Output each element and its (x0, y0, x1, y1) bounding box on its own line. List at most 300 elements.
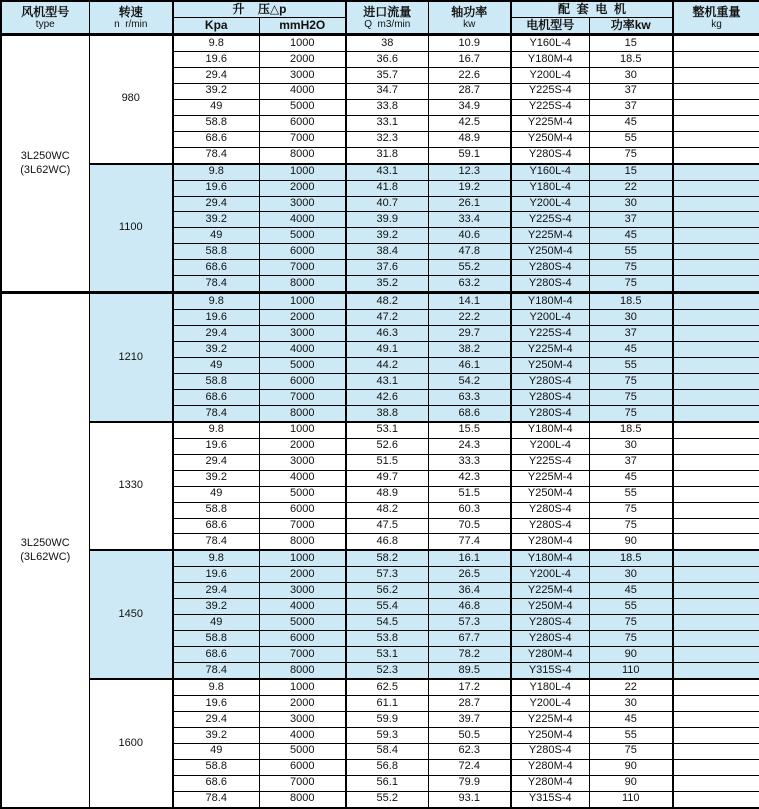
cell-motor-model: Y280S-4 (511, 518, 589, 534)
cell-mmh2o: 4000 (259, 212, 346, 228)
cell-kpa: 78.4 (173, 534, 259, 550)
cell-flow: 56.2 (346, 583, 428, 599)
cell-shaft-power: 51.5 (428, 486, 511, 502)
cell-weight (673, 115, 759, 131)
cell-mmh2o: 3000 (259, 711, 346, 727)
cell-weight (673, 99, 759, 115)
cell-flow: 56.8 (346, 759, 428, 775)
cell-flow: 39.2 (346, 228, 428, 244)
cell-kpa: 19.6 (173, 180, 259, 196)
cell-weight (673, 405, 759, 421)
cell-flow: 41.8 (346, 180, 428, 196)
cell-mmh2o: 3000 (259, 196, 346, 212)
cell-mmh2o: 3000 (259, 67, 346, 83)
cell-weight (673, 454, 759, 470)
cell-flow: 53.1 (346, 422, 428, 438)
cell-weight (673, 470, 759, 486)
cell-kpa: 78.4 (173, 147, 259, 163)
cell-weight (673, 131, 759, 147)
cell-mmh2o: 6000 (259, 502, 346, 518)
cell-weight (673, 196, 759, 212)
header-speed-en: n r/min (114, 19, 148, 31)
cell-mmh2o: 4000 (259, 83, 346, 99)
cell-motor-power: 45 (589, 583, 673, 599)
header-fan-model-zh: 风机型号 (21, 4, 70, 19)
model-line: (3L62WC) (20, 163, 71, 176)
cell-motor-model: Y200L-4 (511, 438, 589, 454)
cell-shaft-power: 68.6 (428, 405, 511, 421)
header-mmh2o: mmH2O (259, 18, 346, 35)
table-row (1, 164, 759, 180)
cell-weight (673, 775, 759, 791)
cell-shaft-power: 62.3 (428, 743, 511, 759)
table-row (1, 422, 759, 438)
cell-mmh2o: 7000 (259, 260, 346, 276)
cell-shaft-power: 26.1 (428, 196, 511, 212)
cell-flow: 52.3 (346, 663, 428, 679)
cell-kpa: 58.8 (173, 374, 259, 390)
cell-kpa: 78.4 (173, 405, 259, 421)
cell-shaft-power: 19.2 (428, 180, 511, 196)
cell-motor-model: Y200L-4 (511, 310, 589, 326)
cell-motor-model: Y225M-4 (511, 711, 589, 727)
cell-kpa: 39.2 (173, 212, 259, 228)
cell-shaft-power: 54.2 (428, 374, 511, 390)
cell-weight (673, 326, 759, 342)
cell-shaft-power: 93.1 (428, 791, 511, 808)
header-fan-model (1, 1, 89, 35)
cell-motor-power: 75 (589, 502, 673, 518)
cell-motor-power: 55 (589, 727, 673, 743)
cell-shaft-power: 57.3 (428, 615, 511, 631)
cell-flow: 58.4 (346, 743, 428, 759)
header-fan-model-en: type (35, 19, 55, 31)
cell-flow: 33.8 (346, 99, 428, 115)
cell-mmh2o: 7000 (259, 389, 346, 405)
header-weight-zh: 整机重量 (692, 4, 741, 19)
cell-motor-power: 55 (589, 358, 673, 374)
speed-cell: 1600 (89, 679, 173, 808)
cell-shaft-power: 38.2 (428, 342, 511, 358)
cell-shaft-power: 70.5 (428, 518, 511, 534)
header-motor-group: 配 套 电 机 (511, 1, 673, 18)
table-row (1, 293, 759, 310)
cell-motor-power: 75 (589, 374, 673, 390)
header-motor-power: 功率kw (589, 18, 673, 35)
cell-motor-model: Y200L-4 (511, 567, 589, 583)
cell-shaft-power: 29.7 (428, 326, 511, 342)
cell-motor-power: 75 (589, 405, 673, 421)
model-cell (1, 293, 89, 808)
cell-flow: 38.8 (346, 405, 428, 421)
cell-weight (673, 759, 759, 775)
cell-shaft-power: 72.4 (428, 759, 511, 775)
cell-motor-model: Y180M-4 (511, 293, 589, 310)
cell-flow: 62.5 (346, 679, 428, 695)
cell-mmh2o: 8000 (259, 405, 346, 421)
cell-motor-model: Y250M-4 (511, 599, 589, 615)
cell-mmh2o: 2000 (259, 567, 346, 583)
cell-motor-power: 18.5 (589, 422, 673, 438)
cell-flow: 40.7 (346, 196, 428, 212)
cell-kpa: 39.2 (173, 83, 259, 99)
cell-kpa: 29.4 (173, 454, 259, 470)
cell-shaft-power: 47.8 (428, 244, 511, 260)
header-shaft-power (428, 1, 511, 35)
cell-motor-model: Y225S-4 (511, 454, 589, 470)
cell-weight (673, 35, 759, 52)
cell-weight (673, 550, 759, 566)
cell-mmh2o: 7000 (259, 131, 346, 147)
cell-motor-model: Y180M-4 (511, 550, 589, 566)
model-line: 3L250WC (20, 149, 70, 162)
cell-motor-power: 15 (589, 35, 673, 52)
cell-kpa: 19.6 (173, 310, 259, 326)
cell-weight (673, 260, 759, 276)
cell-flow: 61.1 (346, 696, 428, 712)
cell-mmh2o: 5000 (259, 228, 346, 244)
cell-shaft-power: 14.1 (428, 293, 511, 310)
cell-flow: 39.9 (346, 212, 428, 228)
cell-flow: 37.6 (346, 260, 428, 276)
cell-weight (673, 293, 759, 310)
cell-weight (673, 663, 759, 679)
cell-shaft-power: 42.5 (428, 115, 511, 131)
cell-motor-model: Y280S-4 (511, 389, 589, 405)
cell-kpa: 39.2 (173, 599, 259, 615)
cell-weight (673, 422, 759, 438)
cell-shaft-power: 33.3 (428, 454, 511, 470)
cell-kpa: 39.2 (173, 342, 259, 358)
cell-motor-power: 110 (589, 663, 673, 679)
cell-kpa: 9.8 (173, 550, 259, 566)
header-speed (89, 1, 173, 35)
cell-motor-model: Y180M-4 (511, 422, 589, 438)
cell-flow: 51.5 (346, 454, 428, 470)
cell-kpa: 19.6 (173, 567, 259, 583)
cell-motor-power: 75 (589, 518, 673, 534)
cell-flow: 36.6 (346, 52, 428, 68)
cell-flow: 48.2 (346, 293, 428, 310)
cell-kpa: 68.6 (173, 647, 259, 663)
cell-mmh2o: 4000 (259, 470, 346, 486)
cell-mmh2o: 1000 (259, 293, 346, 310)
cell-flow: 42.6 (346, 389, 428, 405)
header-shaft-power-en: kw (463, 19, 476, 31)
cell-motor-power: 37 (589, 99, 673, 115)
cell-motor-model: Y180M-4 (511, 52, 589, 68)
cell-kpa: 9.8 (173, 35, 259, 52)
cell-weight (673, 374, 759, 390)
cell-weight (673, 743, 759, 759)
cell-shaft-power: 67.7 (428, 631, 511, 647)
cell-shaft-power: 63.2 (428, 276, 511, 293)
cell-weight (673, 310, 759, 326)
cell-flow: 35.2 (346, 276, 428, 293)
cell-weight (673, 583, 759, 599)
cell-mmh2o: 5000 (259, 743, 346, 759)
cell-motor-power: 18.5 (589, 293, 673, 310)
cell-flow: 31.8 (346, 147, 428, 163)
cell-weight (673, 52, 759, 68)
cell-mmh2o: 2000 (259, 696, 346, 712)
cell-weight (673, 389, 759, 405)
cell-motor-model: Y200L-4 (511, 196, 589, 212)
cell-flow: 34.7 (346, 83, 428, 99)
cell-weight (673, 164, 759, 180)
cell-mmh2o: 6000 (259, 759, 346, 775)
cell-flow: 46.3 (346, 326, 428, 342)
cell-kpa: 29.4 (173, 67, 259, 83)
cell-shaft-power: 12.3 (428, 164, 511, 180)
cell-motor-power: 30 (589, 67, 673, 83)
model-line: (3L62WC) (20, 550, 71, 563)
cell-flow: 59.9 (346, 711, 428, 727)
cell-motor-power: 75 (589, 147, 673, 163)
cell-flow: 49.7 (346, 470, 428, 486)
table-row (1, 35, 759, 52)
cell-motor-model: Y225M-4 (511, 470, 589, 486)
cell-weight (673, 212, 759, 228)
cell-kpa: 78.4 (173, 791, 259, 808)
cell-weight (673, 358, 759, 374)
cell-flow: 48.2 (346, 502, 428, 518)
model-line: 3L250WC (20, 536, 70, 549)
cell-flow: 35.7 (346, 67, 428, 83)
cell-mmh2o: 1000 (259, 422, 346, 438)
cell-motor-model: Y280S-4 (511, 631, 589, 647)
cell-shaft-power: 36.4 (428, 583, 511, 599)
speed-cell: 1330 (89, 422, 173, 551)
cell-shaft-power: 63.3 (428, 389, 511, 405)
cell-motor-power: 37 (589, 212, 673, 228)
cell-motor-power: 90 (589, 775, 673, 791)
speed-cell: 1100 (89, 164, 173, 293)
cell-motor-model: Y160L-4 (511, 35, 589, 52)
cell-mmh2o: 1000 (259, 35, 346, 52)
cell-shaft-power: 17.2 (428, 679, 511, 695)
cell-mmh2o: 6000 (259, 631, 346, 647)
cell-motor-power: 90 (589, 534, 673, 550)
cell-shaft-power: 26.5 (428, 567, 511, 583)
cell-shaft-power: 50.5 (428, 727, 511, 743)
cell-motor-model: Y250M-4 (511, 131, 589, 147)
cell-mmh2o: 1000 (259, 679, 346, 695)
cell-mmh2o: 3000 (259, 454, 346, 470)
cell-mmh2o: 2000 (259, 310, 346, 326)
cell-motor-model: Y280M-4 (511, 647, 589, 663)
cell-kpa: 68.6 (173, 389, 259, 405)
cell-flow: 38.4 (346, 244, 428, 260)
cell-motor-power: 30 (589, 310, 673, 326)
cell-weight (673, 696, 759, 712)
cell-kpa: 58.8 (173, 244, 259, 260)
cell-mmh2o: 7000 (259, 775, 346, 791)
cell-shaft-power: 46.8 (428, 599, 511, 615)
cell-motor-model: Y225S-4 (511, 99, 589, 115)
cell-flow: 43.1 (346, 164, 428, 180)
header-pressure-group: 升 压△p (173, 1, 346, 18)
cell-motor-power: 15 (589, 164, 673, 180)
cell-motor-power: 75 (589, 631, 673, 647)
cell-kpa: 29.4 (173, 196, 259, 212)
cell-motor-power: 37 (589, 83, 673, 99)
cell-flow: 43.1 (346, 374, 428, 390)
cell-kpa: 78.4 (173, 663, 259, 679)
speed-cell: 1450 (89, 550, 173, 679)
cell-shaft-power: 39.7 (428, 711, 511, 727)
cell-weight (673, 534, 759, 550)
cell-weight (673, 711, 759, 727)
cell-kpa: 9.8 (173, 164, 259, 180)
cell-motor-model: Y160L-4 (511, 164, 589, 180)
cell-weight (673, 647, 759, 663)
cell-kpa: 49 (173, 99, 259, 115)
header-kpa: Kpa (173, 18, 259, 35)
cell-motor-model: Y250M-4 (511, 727, 589, 743)
cell-mmh2o: 7000 (259, 647, 346, 663)
cell-motor-model: Y280M-4 (511, 759, 589, 775)
cell-shaft-power: 28.7 (428, 696, 511, 712)
cell-mmh2o: 3000 (259, 326, 346, 342)
cell-motor-power: 75 (589, 743, 673, 759)
cell-kpa: 49 (173, 743, 259, 759)
cell-flow: 53.1 (346, 647, 428, 663)
cell-weight (673, 180, 759, 196)
cell-flow: 52.6 (346, 438, 428, 454)
cell-weight (673, 438, 759, 454)
table-row (1, 679, 759, 695)
cell-motor-power: 55 (589, 244, 673, 260)
cell-motor-power: 45 (589, 342, 673, 358)
header-speed-zh: 转速 (118, 4, 143, 19)
cell-motor-power: 30 (589, 438, 673, 454)
cell-weight (673, 567, 759, 583)
cell-kpa: 49 (173, 358, 259, 374)
cell-kpa: 29.4 (173, 711, 259, 727)
cell-mmh2o: 6000 (259, 374, 346, 390)
cell-motor-model: Y200L-4 (511, 67, 589, 83)
cell-motor-power: 22 (589, 180, 673, 196)
cell-motor-power: 22 (589, 679, 673, 695)
cell-motor-model: Y280S-4 (511, 743, 589, 759)
cell-shaft-power: 55.2 (428, 260, 511, 276)
cell-flow: 46.8 (346, 534, 428, 550)
header-flow-en: Q m3/min (364, 19, 411, 31)
cell-kpa: 29.4 (173, 326, 259, 342)
cell-motor-model: Y280S-4 (511, 374, 589, 390)
cell-motor-power: 55 (589, 486, 673, 502)
cell-weight (673, 83, 759, 99)
cell-mmh2o: 4000 (259, 599, 346, 615)
cell-mmh2o: 8000 (259, 663, 346, 679)
cell-shaft-power: 48.9 (428, 131, 511, 147)
cell-motor-power: 75 (589, 615, 673, 631)
cell-flow: 53.8 (346, 631, 428, 647)
cell-shaft-power: 16.7 (428, 52, 511, 68)
cell-mmh2o: 8000 (259, 147, 346, 163)
model-cell (1, 35, 89, 293)
cell-motor-model: Y225S-4 (511, 212, 589, 228)
cell-motor-model: Y225M-4 (511, 342, 589, 358)
header-weight-en: kg (711, 19, 722, 31)
cell-weight (673, 615, 759, 631)
cell-shaft-power: 89.5 (428, 663, 511, 679)
cell-motor-model: Y180L-4 (511, 679, 589, 695)
cell-motor-model: Y225S-4 (511, 326, 589, 342)
cell-motor-model: Y225S-4 (511, 83, 589, 99)
cell-kpa: 9.8 (173, 422, 259, 438)
cell-shaft-power: 79.9 (428, 775, 511, 791)
cell-weight (673, 244, 759, 260)
cell-flow: 38 (346, 35, 428, 52)
cell-motor-power: 45 (589, 115, 673, 131)
cell-weight (673, 502, 759, 518)
cell-mmh2o: 4000 (259, 727, 346, 743)
cell-weight (673, 631, 759, 647)
cell-kpa: 19.6 (173, 696, 259, 712)
cell-shaft-power: 42.3 (428, 470, 511, 486)
cell-kpa: 49 (173, 228, 259, 244)
cell-kpa: 39.2 (173, 727, 259, 743)
cell-kpa: 49 (173, 615, 259, 631)
cell-weight (673, 599, 759, 615)
header-flow (346, 1, 428, 35)
cell-motor-power: 45 (589, 228, 673, 244)
cell-motor-power: 30 (589, 696, 673, 712)
cell-motor-power: 30 (589, 567, 673, 583)
cell-flow: 54.5 (346, 615, 428, 631)
cell-mmh2o: 8000 (259, 276, 346, 293)
cell-motor-model: Y200L-4 (511, 696, 589, 712)
cell-mmh2o: 1000 (259, 164, 346, 180)
cell-flow: 59.3 (346, 727, 428, 743)
cell-motor-model: Y250M-4 (511, 244, 589, 260)
cell-shaft-power: 28.7 (428, 83, 511, 99)
cell-mmh2o: 2000 (259, 438, 346, 454)
cell-flow: 55.4 (346, 599, 428, 615)
cell-kpa: 58.8 (173, 115, 259, 131)
cell-motor-power: 110 (589, 791, 673, 808)
cell-shaft-power: 33.4 (428, 212, 511, 228)
cell-kpa: 58.8 (173, 759, 259, 775)
cell-motor-model: Y280S-4 (511, 502, 589, 518)
cell-kpa: 29.4 (173, 583, 259, 599)
header-shaft-power-zh: 轴功率 (451, 4, 488, 19)
cell-kpa: 9.8 (173, 679, 259, 695)
cell-kpa: 68.6 (173, 775, 259, 791)
cell-flow: 48.9 (346, 486, 428, 502)
cell-flow: 55.2 (346, 791, 428, 808)
cell-kpa: 9.8 (173, 293, 259, 310)
cell-mmh2o: 6000 (259, 244, 346, 260)
cell-mmh2o: 6000 (259, 115, 346, 131)
cell-motor-model: Y250M-4 (511, 486, 589, 502)
cell-motor-power: 45 (589, 470, 673, 486)
speed-cell: 980 (89, 35, 173, 164)
speed-cell: 1210 (89, 293, 173, 422)
cell-motor-model: Y315S-4 (511, 663, 589, 679)
cell-shaft-power: 24.3 (428, 438, 511, 454)
cell-weight (673, 679, 759, 695)
cell-motor-power: 37 (589, 326, 673, 342)
cell-motor-power: 37 (589, 454, 673, 470)
cell-kpa: 68.6 (173, 518, 259, 534)
cell-kpa: 39.2 (173, 470, 259, 486)
cell-motor-model: Y280M-4 (511, 775, 589, 791)
cell-mmh2o: 8000 (259, 791, 346, 808)
cell-motor-power: 90 (589, 647, 673, 663)
